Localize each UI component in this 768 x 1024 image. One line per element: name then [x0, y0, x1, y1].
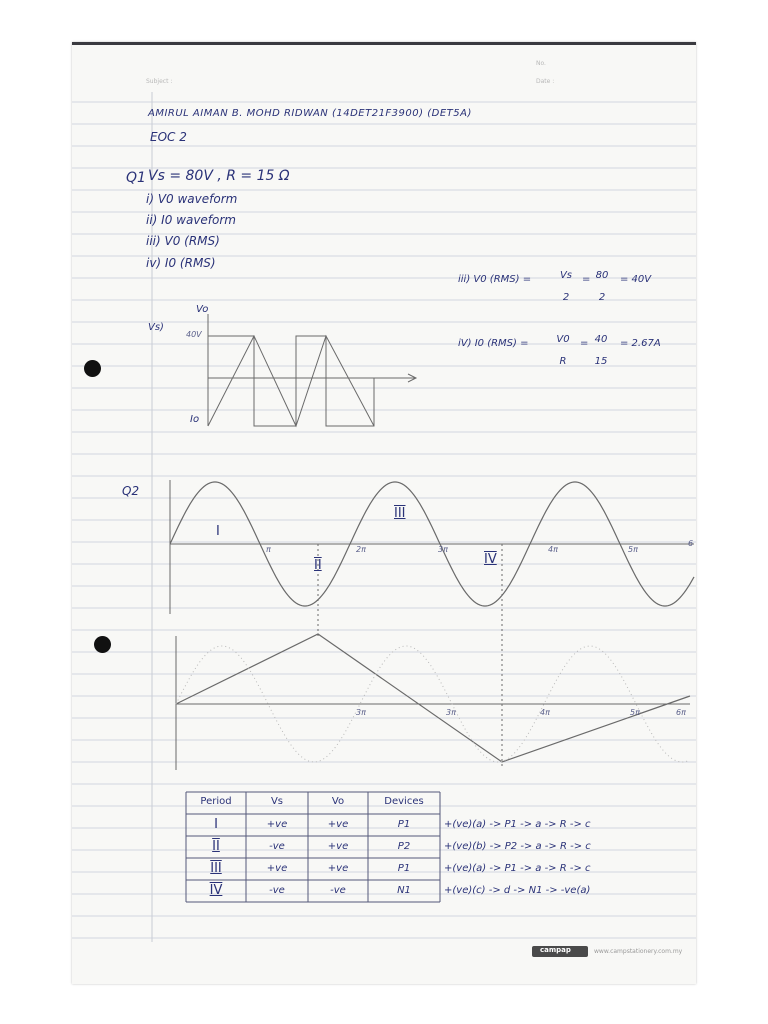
q1-given: Vs = 80V , R = 15 Ω — [148, 168, 290, 184]
row-vo: +ve — [327, 819, 349, 830]
calc-iii-den1: 2 — [562, 292, 570, 303]
row-period: III — [210, 861, 222, 876]
max-voltage-label: 40V — [186, 330, 202, 339]
calc-iii-result: = 40V — [620, 274, 652, 285]
calc-iii-den2: 2 — [598, 292, 606, 303]
lower-tick-1: 3π — [356, 708, 366, 717]
table-header-vo: Vo — [331, 796, 345, 807]
brand-name: campap — [540, 946, 571, 954]
calc-iii-num2: 80 — [595, 270, 609, 281]
row-period: I — [214, 817, 218, 832]
brand-logo-icon — [532, 946, 588, 957]
table-header-vs: Vs — [270, 796, 284, 807]
row-vs: -ve — [269, 841, 285, 852]
output-waveform — [176, 634, 690, 762]
row-vs: +ve — [266, 819, 288, 830]
row-period: IV — [209, 883, 223, 898]
notebook-page — [72, 42, 696, 984]
q1-part-3: iii) V0 (RMS) — [146, 234, 220, 248]
row-path: +(ve)(b) -> P2 -> a -> R -> c — [444, 841, 591, 852]
vs-label: Vs) — [148, 322, 164, 333]
calc-iv-den1: R — [559, 356, 567, 367]
row-path: +(ve)(a) -> P1 -> a -> R -> c — [444, 819, 591, 830]
row-vo: +ve — [327, 863, 349, 874]
row-path: +(ve)(a) -> P1 -> a -> R -> c — [444, 863, 591, 874]
date-label: Date : — [536, 78, 555, 85]
row-vo: +ve — [327, 841, 349, 852]
q1-part-1: i) V0 waveform — [146, 192, 238, 206]
calc-iv-lhs: iV) I0 (RMS) = — [458, 338, 529, 349]
binder-hole-icon — [84, 360, 101, 377]
region-4-label: IV — [484, 552, 497, 567]
tick-4pi: 4π — [548, 545, 558, 554]
q1-label: Q1 — [126, 170, 146, 186]
row-device: P1 — [397, 819, 411, 830]
binder-hole-icon — [94, 636, 111, 653]
calc-iv-eq: = — [580, 338, 589, 349]
student-name: AMIRUL AIMAN B. MOHD RIDWAN (14DET21F3900) (DET5A) — [148, 108, 472, 119]
row-vs: +ve — [266, 863, 288, 874]
row-vs: -ve — [269, 885, 285, 896]
lower-tick-3: 4π — [540, 708, 550, 717]
row-device: N1 — [397, 885, 411, 896]
vo-axis-label: Vo — [196, 304, 209, 315]
region-1-label: I — [216, 524, 220, 539]
brand-url: www.campstationery.com.my — [594, 948, 683, 955]
io-waveform — [208, 336, 374, 426]
tick-5pi: 5π — [628, 545, 638, 554]
region-3-label: III — [394, 506, 406, 521]
table-header-period: Period — [200, 796, 232, 807]
tick-6: 6 — [688, 539, 694, 548]
calc-iv-den2: 15 — [594, 356, 608, 367]
calc-iv-num1: V0 — [556, 334, 570, 345]
calc-iii-lhs: iii) V0 (RMS) = — [458, 274, 532, 285]
calc-iv-result: = 2.67A — [620, 338, 661, 349]
row-period: II — [212, 839, 220, 854]
subject-label: Subject : — [146, 78, 173, 85]
tick-3pi: 3π — [438, 545, 448, 554]
row-path: +(ve)(c) -> d -> N1 -> -ve(a) — [444, 885, 591, 896]
region-2-label: II — [314, 558, 322, 573]
lower-tick-5: 6π — [676, 708, 686, 717]
q1-part-2: ii) I0 waveform — [146, 213, 236, 227]
no-label: No. — [536, 60, 546, 67]
vo-waveform — [208, 336, 374, 426]
tick-2pi: 2π — [356, 545, 366, 554]
calc-iii-eq: = — [582, 274, 591, 285]
table-header-devices: Devices — [384, 796, 424, 807]
calc-iii-num1: Vs — [559, 270, 573, 281]
lower-tick-2: 3π — [446, 708, 456, 717]
row-device: P1 — [397, 863, 411, 874]
lower-tick-4: 5π — [630, 708, 640, 717]
row-device: P2 — [397, 841, 411, 852]
q2-label: Q2 — [122, 484, 140, 498]
io-axis-label: Io — [190, 414, 200, 425]
tick-pi: π — [266, 545, 271, 554]
row-vo: -ve — [330, 885, 346, 896]
eoc-title: EOC 2 — [150, 130, 187, 144]
q1-part-4: iv) I0 (RMS) — [146, 256, 216, 270]
calc-iv-num2: 40 — [594, 334, 608, 345]
